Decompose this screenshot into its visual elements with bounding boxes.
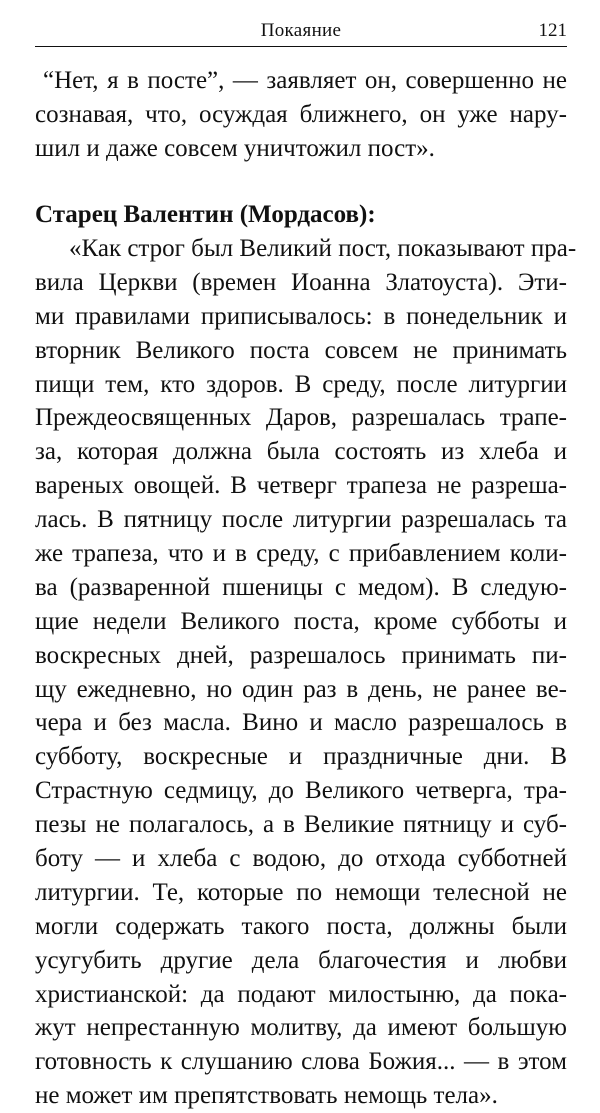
page-number: 121 <box>538 20 567 41</box>
text-line: воскресных дней, разрешалось принимать пи- <box>35 641 567 669</box>
text-line: субботу, воскресные и праздничные дни. В <box>35 743 567 771</box>
text-line: же трапеза, что и в среду, с прибавлением коли- <box>35 540 567 568</box>
text-line: пезы не полагалось, а в Великие пятницу и суб- <box>35 811 567 839</box>
text-line: вила Церкви (времен Иоанна Златоуста). Эти- <box>35 268 567 296</box>
text-line: за, которая должна была состоять из хлеба и <box>35 438 567 466</box>
running-head <box>35 18 567 48</box>
text-line: лась. В пятницу после литургии разрешалась та <box>35 506 567 534</box>
text-line: христианской: да подают милостыню, да покa- <box>35 980 567 1008</box>
text-line: шил и даже совсем уничтожил пост». <box>35 134 435 162</box>
text-line: “Нет, я в посте”, — заявляет он, совершенно не <box>43 67 567 94</box>
text-line: щие недели Великого поста, кроме субботы и <box>35 607 567 635</box>
text-line: готовность к слушанию слова Божия... — в этом <box>35 1048 567 1076</box>
text-line: Преждеосвященных Даров, разрешалась трапе- <box>35 404 567 432</box>
running-head-title: Покаяние <box>260 20 342 41</box>
text-line: не может им препятствовать немощь тела». <box>35 1082 498 1110</box>
text-line: вторник Великого поста совсем не принимать <box>35 336 567 364</box>
text-line: вареных овощей. В четверг трапеза не разреша- <box>35 472 567 500</box>
section-heading: Старец Валентин (Мордасов): <box>35 201 376 228</box>
text-line: чера и без масла. Вино и масло разрешалось в <box>35 709 567 737</box>
header-rule <box>35 46 567 47</box>
quote-paragraph <box>35 232 577 1113</box>
text-line: Страстную седмицу, до Великого четверга, тра- <box>35 777 567 805</box>
text-line: пищи тем, кто здоров. В среду, после литургии <box>35 370 567 398</box>
text-line: ми правилами приписывалось: в понедельник и <box>35 302 567 330</box>
text-line: «Как строг был Великий пост, показывают пра- <box>69 235 577 262</box>
intro-paragraph <box>35 64 567 166</box>
text-line: усугубить другие дела благочестия и любви <box>35 946 567 974</box>
text-line: литургии. Те, которые по немощи телесной не <box>35 878 567 906</box>
text-line: сознавая, что, осуждая ближнего, он уже нару- <box>35 100 567 128</box>
text-line: щу ежедневно, но один раз в день, не ранее ве- <box>35 675 567 703</box>
text-line: ва (разваренной пшеницы с медом). В следую- <box>35 573 567 601</box>
text-line: жут непрестанную молитву, да имеют большую <box>35 1014 567 1042</box>
text-line: боту — и хлеба с водою, до отхода субботней <box>35 845 567 873</box>
text-line: могли содержать такого поста, должны были <box>35 912 567 940</box>
